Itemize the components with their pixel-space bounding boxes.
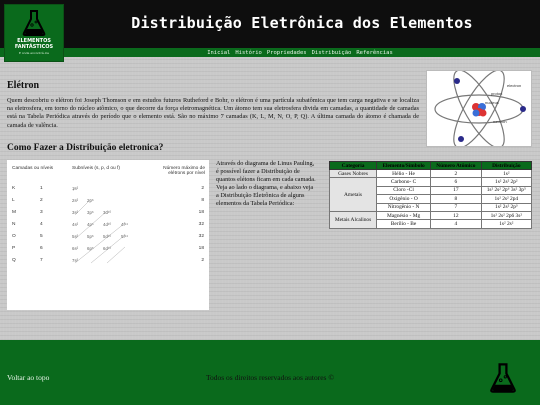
table-row xyxy=(330,178,532,186)
atom-label-proton: proton xyxy=(491,91,503,96)
layer-number: 2 xyxy=(40,198,43,203)
distribution-cell: 1s² 2s² 2p6 3s² xyxy=(481,211,531,219)
sublevel: 2s² xyxy=(72,198,79,203)
site-logo[interactable] xyxy=(4,4,64,62)
layer-max: 18 xyxy=(198,210,204,215)
distribution-cell: 1s² xyxy=(481,170,531,178)
sublevel: 3s² xyxy=(72,210,79,215)
atom-label-neutron: neutron xyxy=(493,119,507,124)
table-row xyxy=(330,170,532,178)
nav-item-historia[interactable]: Histório xyxy=(235,49,262,56)
layer-number: 4 xyxy=(40,222,43,227)
back-to-top-link[interactable]: Voltar ao topo xyxy=(7,373,50,382)
number-cell: 8 xyxy=(431,195,482,203)
layer-letter: L xyxy=(12,198,15,203)
sublevel: 5d¹⁰ xyxy=(103,234,112,239)
sublevels-header: Subníveis (s, p, d ou f) xyxy=(72,166,120,171)
layer-letter: N xyxy=(12,222,16,227)
sublevel: 1s² xyxy=(72,186,79,191)
logo-tagline: E onde encontrá-los xyxy=(19,51,49,55)
layer-max: 8 xyxy=(201,198,204,203)
distribution-cell: 1s² 2s² 2p4 xyxy=(481,195,531,203)
sublevel: 4p⁶ xyxy=(87,222,94,227)
layer-letter: Q xyxy=(12,258,16,263)
layer-number: 5 xyxy=(40,234,43,239)
main-nav xyxy=(0,48,540,57)
layer-number: 7 xyxy=(40,258,43,263)
layer-letter: K xyxy=(12,186,16,191)
sublevel: 6p⁶ xyxy=(87,246,94,251)
layer-letter: P xyxy=(12,246,16,251)
eletron-paragraph: Quem descobriu o elétron foi Joseph Thomson e em estudos futuros Rutheford e Bohr, o elétron é uma partícula subatômica que tem carga negativa e se localiza na eletrosfera, em torno do núcleo atômico, o que decorre da força eletromagnética. Um átomo tem sua eletrosfera divida em camadas, a quantidade de camadas está na Tabela Periódica através do período que o elemento está. São no máximo 7 camadas (K, L, M, N, O, P, Q). A última camada do átomo é chamada de camada de valência. xyxy=(7,97,419,129)
sublevel: 5p⁶ xyxy=(87,234,94,239)
main-content xyxy=(0,57,540,340)
sublevel: 3d¹⁰ xyxy=(103,210,112,215)
sublevel: 3p⁶ xyxy=(87,210,94,215)
layer-number: 3 xyxy=(40,210,43,215)
element-cell: Hélio - He xyxy=(377,170,431,178)
eletron-heading: Elétron xyxy=(7,80,40,91)
element-cell: Berílio - Be xyxy=(377,220,431,228)
nav-item-referencias[interactable]: Referências xyxy=(356,49,393,56)
sublevel: 6d¹⁰ xyxy=(103,246,112,251)
layer-max: 32 xyxy=(198,222,204,227)
element-cell: Carbono- C xyxy=(377,178,431,186)
logo-title-2: FANTÁSTICOS xyxy=(14,44,54,50)
site-header xyxy=(0,0,540,48)
col-header-distribuicao: Distribuição xyxy=(481,162,531,170)
element-cell: Cloro -Cl xyxy=(377,186,431,194)
sublevel: 7s² xyxy=(72,258,79,263)
distribution-cell: 1s² 2s² 2p⁶ 3s² 3p⁵ xyxy=(481,186,531,194)
site-footer xyxy=(0,340,540,405)
sublevel: 6s² xyxy=(72,246,79,251)
sublevel: 4d¹⁰ xyxy=(103,222,112,227)
table-row xyxy=(330,211,532,219)
page-title: Distribuição Eletrônica dos Elementos xyxy=(131,14,473,32)
distribution-description: Através do diagrama de Linus Pauling, é possível fazer a Distribuição de quantos elétons ficam em cada camada. Veja ao lado o diagrama, e abaixo veja a Distribuição Eletrônica de alguns elementos da Tabela Periódica: xyxy=(216,160,316,207)
layer-max: 32 xyxy=(198,234,204,239)
col-header-categoria: Categoria xyxy=(330,162,377,170)
number-cell: 2 xyxy=(431,170,482,178)
distribution-cell: 1s² 2s² xyxy=(481,220,531,228)
distribution-cell: 1s² 2s² 2p³ xyxy=(481,203,531,211)
number-cell: 6 xyxy=(431,178,482,186)
elements-table xyxy=(329,161,532,229)
layer-max: 2 xyxy=(201,258,204,263)
sublevel: 4s² xyxy=(72,222,79,227)
number-cell: 7 xyxy=(431,203,482,211)
layer-max: 18 xyxy=(198,246,204,251)
pauling-arrows xyxy=(7,160,209,310)
element-cell: Oxigênio - O xyxy=(377,195,431,203)
number-cell: 17 xyxy=(431,186,482,194)
atom-label-nucleus: nucleus xyxy=(485,100,499,105)
element-cell: Nitrogênio - N xyxy=(377,203,431,211)
levels-header: Camadas ou níveis xyxy=(12,166,54,171)
nav-item-distribuicao[interactable]: Distribuição xyxy=(311,49,352,56)
flask-icon xyxy=(486,361,520,395)
layer-max: 2 xyxy=(201,186,204,191)
logo-title-1: ELEMENTOS xyxy=(17,38,51,44)
category-cell: Gases Nobres xyxy=(330,170,377,178)
nav-item-inicial[interactable]: Inicial xyxy=(207,49,231,56)
layer-number: 6 xyxy=(40,246,43,251)
number-cell: 4 xyxy=(431,220,482,228)
sublevel: 2p⁶ xyxy=(87,198,94,203)
atom-label-electron: electron xyxy=(507,83,522,88)
distribution-cell: 1s² 2s² 2p² xyxy=(481,178,531,186)
max-header: Número máximo de elétrons por nível xyxy=(163,166,205,176)
sublevel: 5s² xyxy=(72,234,79,239)
copyright-text: Todos os direitos reservados aos autores © xyxy=(205,373,335,382)
flask-icon xyxy=(19,8,49,38)
layer-number: 1 xyxy=(40,186,43,191)
col-header-elemento: Elemento/Símbolo xyxy=(377,162,431,170)
distribution-heading: Como Fazer a Distribuição eletronica? xyxy=(7,143,164,153)
nav-item-propriedades[interactable]: Propriedades xyxy=(266,49,307,56)
category-cell: Metais Alcalinos xyxy=(330,211,377,228)
atom-image xyxy=(426,70,532,147)
pauling-diagram xyxy=(7,160,209,310)
sublevel: 5f¹⁴ xyxy=(121,234,129,239)
category-cell: Ametais xyxy=(330,178,377,212)
layer-letter: O xyxy=(12,234,16,239)
element-cell: Magnésio - Mg xyxy=(377,211,431,219)
sublevel: 4f¹⁴ xyxy=(121,222,129,227)
col-header-numero: Número Atômico xyxy=(431,162,482,170)
number-cell: 12 xyxy=(431,211,482,219)
layer-letter: M xyxy=(12,210,16,215)
